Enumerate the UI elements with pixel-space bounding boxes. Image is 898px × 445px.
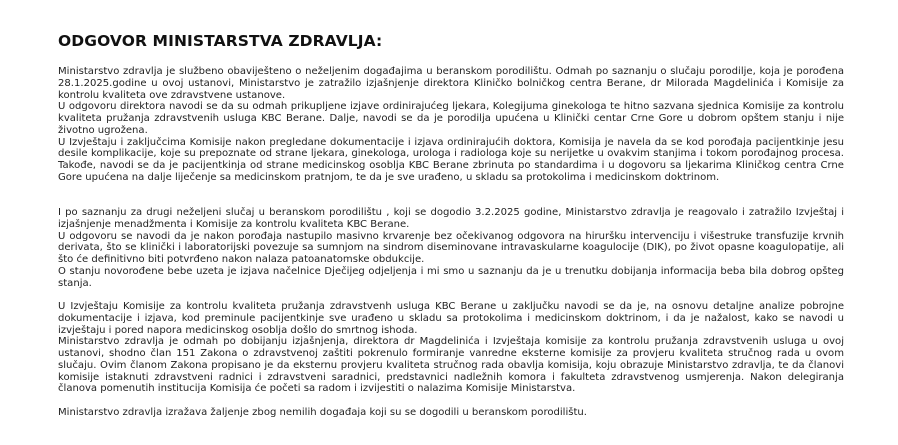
paragraph-regret: Ministarstvo zdravlja izražava žaljenje zbog nemilih događaja koji su se dogodili u beranskom porodilištu. (58, 406, 587, 418)
paragraph-second-case: I po saznanju za drugi neželjeni slučaj u beranskom porodilištu , koji se dogodio 3.2.2025 godine, Ministarstvo zdravlja je reagovalo i zatražilo Izvještaj i izjašnjenje menadžmenta i Komisije za kontrolu kvaliteta KBC Berane. (58, 207, 844, 230)
paragraph-commission-conclusion: U Izvještaju Komisije za kontrolu kvaliteta pružanja zdravstvenh usluga KBC Berane u zaključku navodi se da je, na osnovu detaljne analize pobrojne dokumentacije i izjava, kod preminule pacijentkinje sve urađeno u skladu sa protokolima i medicinskom doktrinom, i da je nažalost, kako se navodi u izvještaju i pored napora medicinskog osoblja došlo do smrtnog ishoda. (58, 301, 844, 336)
paragraph-commission-report: U Izvještaju i zaključcima Komisije nakon pregledane dokumentacije i izjava ordinirajućih doktora, Komisija je navela da se kod porođaja pacijentkinje jesu desile komplikacije, koje su prepoznate od strane ljekara, ginekologa, urologa i radiologa koje su nerijetke u ovakvim stanjima i tokom porođajnog procesa. Takođe, navodi se da je pacijentkinja od strane medicinskog osoblja KBC Berane zbrinuta po standardima i u dogovoru sa ljekarima Kliničkog centra Crne Gore upućena na dalje liječenje sa medicinskom pratnjom, te da je sve urađeno, u skladu sa protokolima i medicinskom doktrinom. (58, 136, 844, 183)
paragraph-spacer (58, 184, 844, 208)
paragraph-spacer (58, 395, 844, 407)
paragraph-director-response: U odgovoru direktora navodi se da su odmah prikupljene izjave ordinirajućeg ljekara, Kolegijuma ginekologa te hitno sazvana sjednica Komisije za kontrolu kvaliteta pružanja zdravstvenih usluga KBC Berane. Dalje, navodi se da je porodilja upućena u Klinički centar Crne Gore u dobrom opštem stanju i nije životno ugrožena. (58, 101, 844, 136)
paragraph-spacer (58, 289, 844, 301)
paragraph-external-commission: Ministarstvo zdravlja je odmah po dobijanju izjašnjenja, direktora dr Magdelinića i Izvještaja komisije za kontrolu pružanja zdravstvenih usluga u ovoj ustanovi, shodno član 151 Zakona o zdravstvenoj zaštiti pokrenulo formiranje vanredne eksterne komisije za provjeru kvaliteta stručnog rada u ovom slučaju. Ovim članom Zakona propisano je da eksternu provjeru kvaliteta stručnog rada obavlja komisija, koju obrazuje Ministarstvo zdravlja, te da članovi komisije istaknuti zdravstveni radnici i zdravstveni saradnici, predstavnici nadležnih komora i fakulteta zdravstvenog usmjerenja. Nakon delegiranja članova pomenutih institucija Komisija će početi sa radom i izvijestiti o nalazima Komisije Ministarstva. (58, 336, 844, 395)
paragraph-second-response: U odgovoru se navodi da je nakon porođaja nastupilo masivno krvarenje bez očekivanog odgovora na hiruršku intervenciju i višestruke transfuzije krvnih derivata, što se klinički i laboratorijski povezuje sa sumnjom na sindrom diseminovane intravaskularne koagulocije (DIK), po život opasne koagulopatije, ali što će definitivno biti potvrđeno nakon nalaza patoanatomske obdukcije. (58, 230, 844, 265)
document-body (58, 66, 844, 419)
document-title: ODGOVOR MINISTARSTVA ZDRAVLJA: (58, 32, 383, 50)
paragraph-newborn-status: O stanju novorođene bebe uzeta je izjava načelnice Dječijeg odjeljenja i mi smo u saznanju da je u trenutku dobijanja informacija beba bila dobrog opšteg stanja. (58, 265, 844, 289)
paragraph-notification: Ministarstvo zdravlja je službeno obaviješteno o neželjenim događajima u beranskom porodilištu. Odmah po saznanju o slučaju porodilje, koja je porođena 28.1.2025.godine u ovoj ustanovi, Ministarstvo je zatražilo izjašnjenje direktora Kliničko bolničkog centra Berane, dr Milorada Magdelinića i Komisije za kontrolu kvaliteta ove zdravstvene ustanove. (58, 66, 844, 101)
